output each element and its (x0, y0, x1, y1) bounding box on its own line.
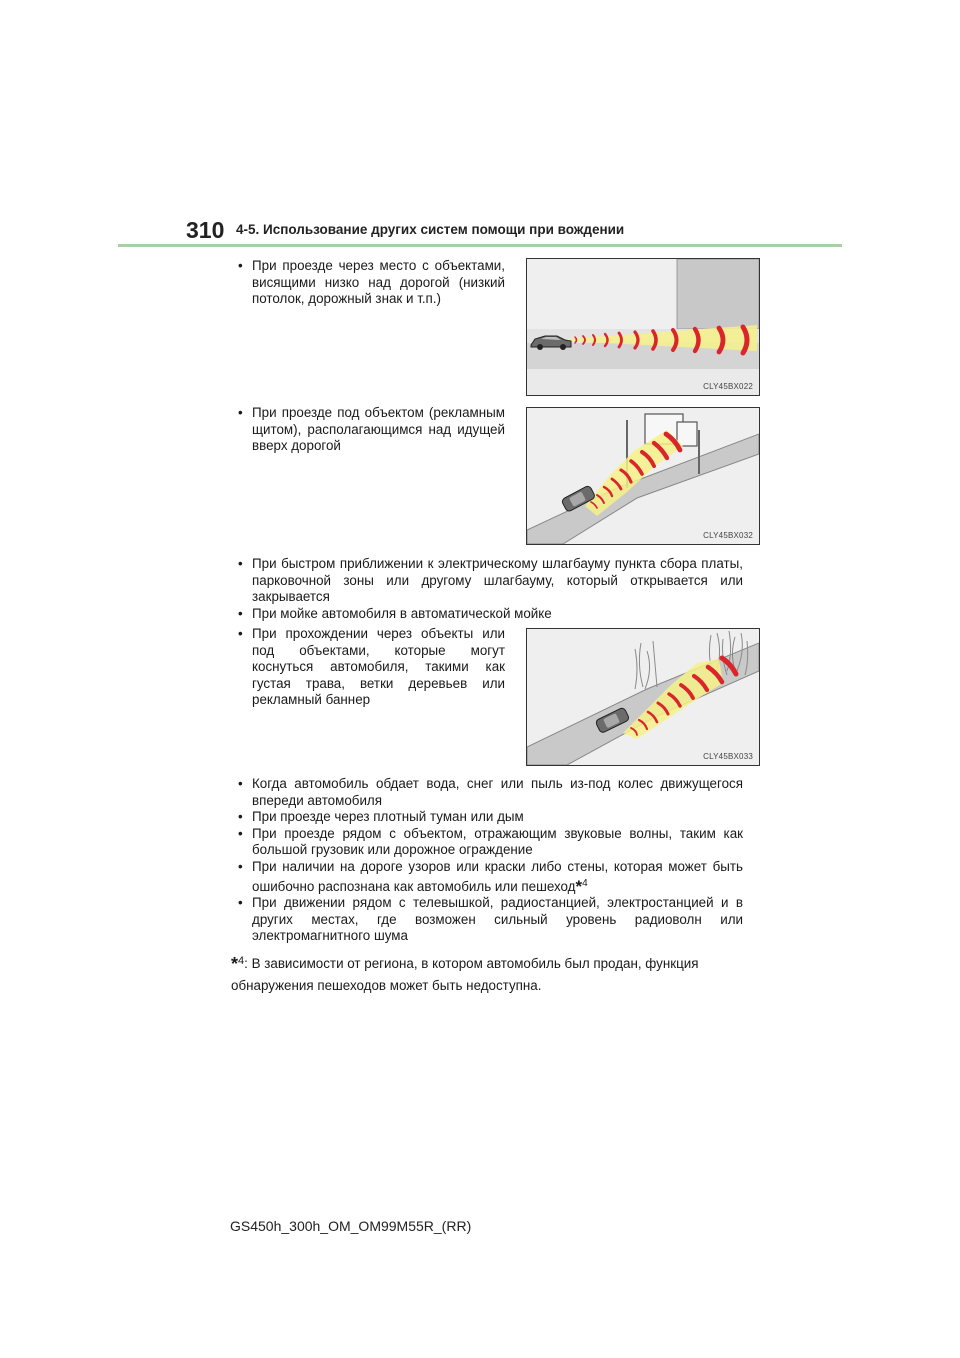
footnote-number: 4 (238, 955, 245, 967)
footnote (231, 950, 744, 997)
footnote-text: : В зависимости от региона, в котором автомобиль был продан, функция обнаружения пешеходов может быть недоступна. (231, 956, 699, 993)
list-item: • При движении рядом с телевышкой, радиостанцией, электростанцией и в других местах, где возможен сильный уровень радиоволн или электромагнитного шума (238, 895, 743, 945)
list-item: • При быстром приближении к электрическому шлагбауму пункта сбора платы, парковочной зоны или другому шлагбауму, который открывается или закрывается (238, 556, 743, 606)
billboard-illustration (527, 408, 759, 544)
list-item (238, 859, 743, 895)
footer-doc-code: GS450h_300h_OM_OM99M55R_(RR) (230, 1218, 472, 1234)
page-number: 310 (186, 217, 225, 243)
bullet-block-4 (238, 626, 505, 709)
grass-illustration (527, 629, 759, 765)
bullet-block-1 (238, 258, 505, 308)
figure-low-objects (526, 258, 760, 396)
figure-id: CLY45BX033 (703, 752, 753, 761)
figure-billboard (526, 407, 760, 545)
bullet-block-2 (238, 405, 505, 455)
list-item: • При мойке автомобиля в автоматической мойке (238, 606, 743, 623)
list-item: • При прохождении через объекты или под объектами, которые могут коснуться автомобиля, такими как густая трава, ветки деревьев или рекламный баннер (238, 626, 505, 709)
figure-grass (526, 628, 760, 766)
list-item: • При проезде рядом с объектом, отражающим звуковые волны, таким как большой грузовик или дорожное ограждение (238, 826, 743, 859)
bullet-block-5 (238, 776, 743, 945)
list-item: • При проезде через плотный туман или дым (238, 809, 743, 826)
list-item: • Когда автомобиль обдает вода, снег или пыль из-под колес движущегося впереди автомобиля (238, 776, 743, 809)
header-divider (118, 244, 842, 247)
low-ceiling-illustration (527, 259, 759, 395)
bullet-block-3 (238, 556, 743, 622)
footnote-mark-number: 4 (582, 877, 588, 889)
list-item: • При проезде под объектом (рекламным щитом), располагающимся над идущей вверх дорогой (238, 405, 505, 455)
list-item: • При проезде через место с объектами, висящими низко над дорогой (низкий потолок, дорожный знак и т.п.) (238, 258, 505, 308)
section-title: 4-5. Использование других систем помощи при вождении (236, 222, 625, 237)
footnote-star: * (231, 954, 239, 974)
list-item-text: При наличии на дороге узоров или краски либо стены, которая может быть ошибочно распознана как автомобиль или пешеход (252, 858, 743, 894)
footnote-mark: * (575, 876, 583, 896)
figure-id: CLY45BX022 (703, 382, 753, 391)
figure-id: CLY45BX032 (703, 531, 753, 540)
